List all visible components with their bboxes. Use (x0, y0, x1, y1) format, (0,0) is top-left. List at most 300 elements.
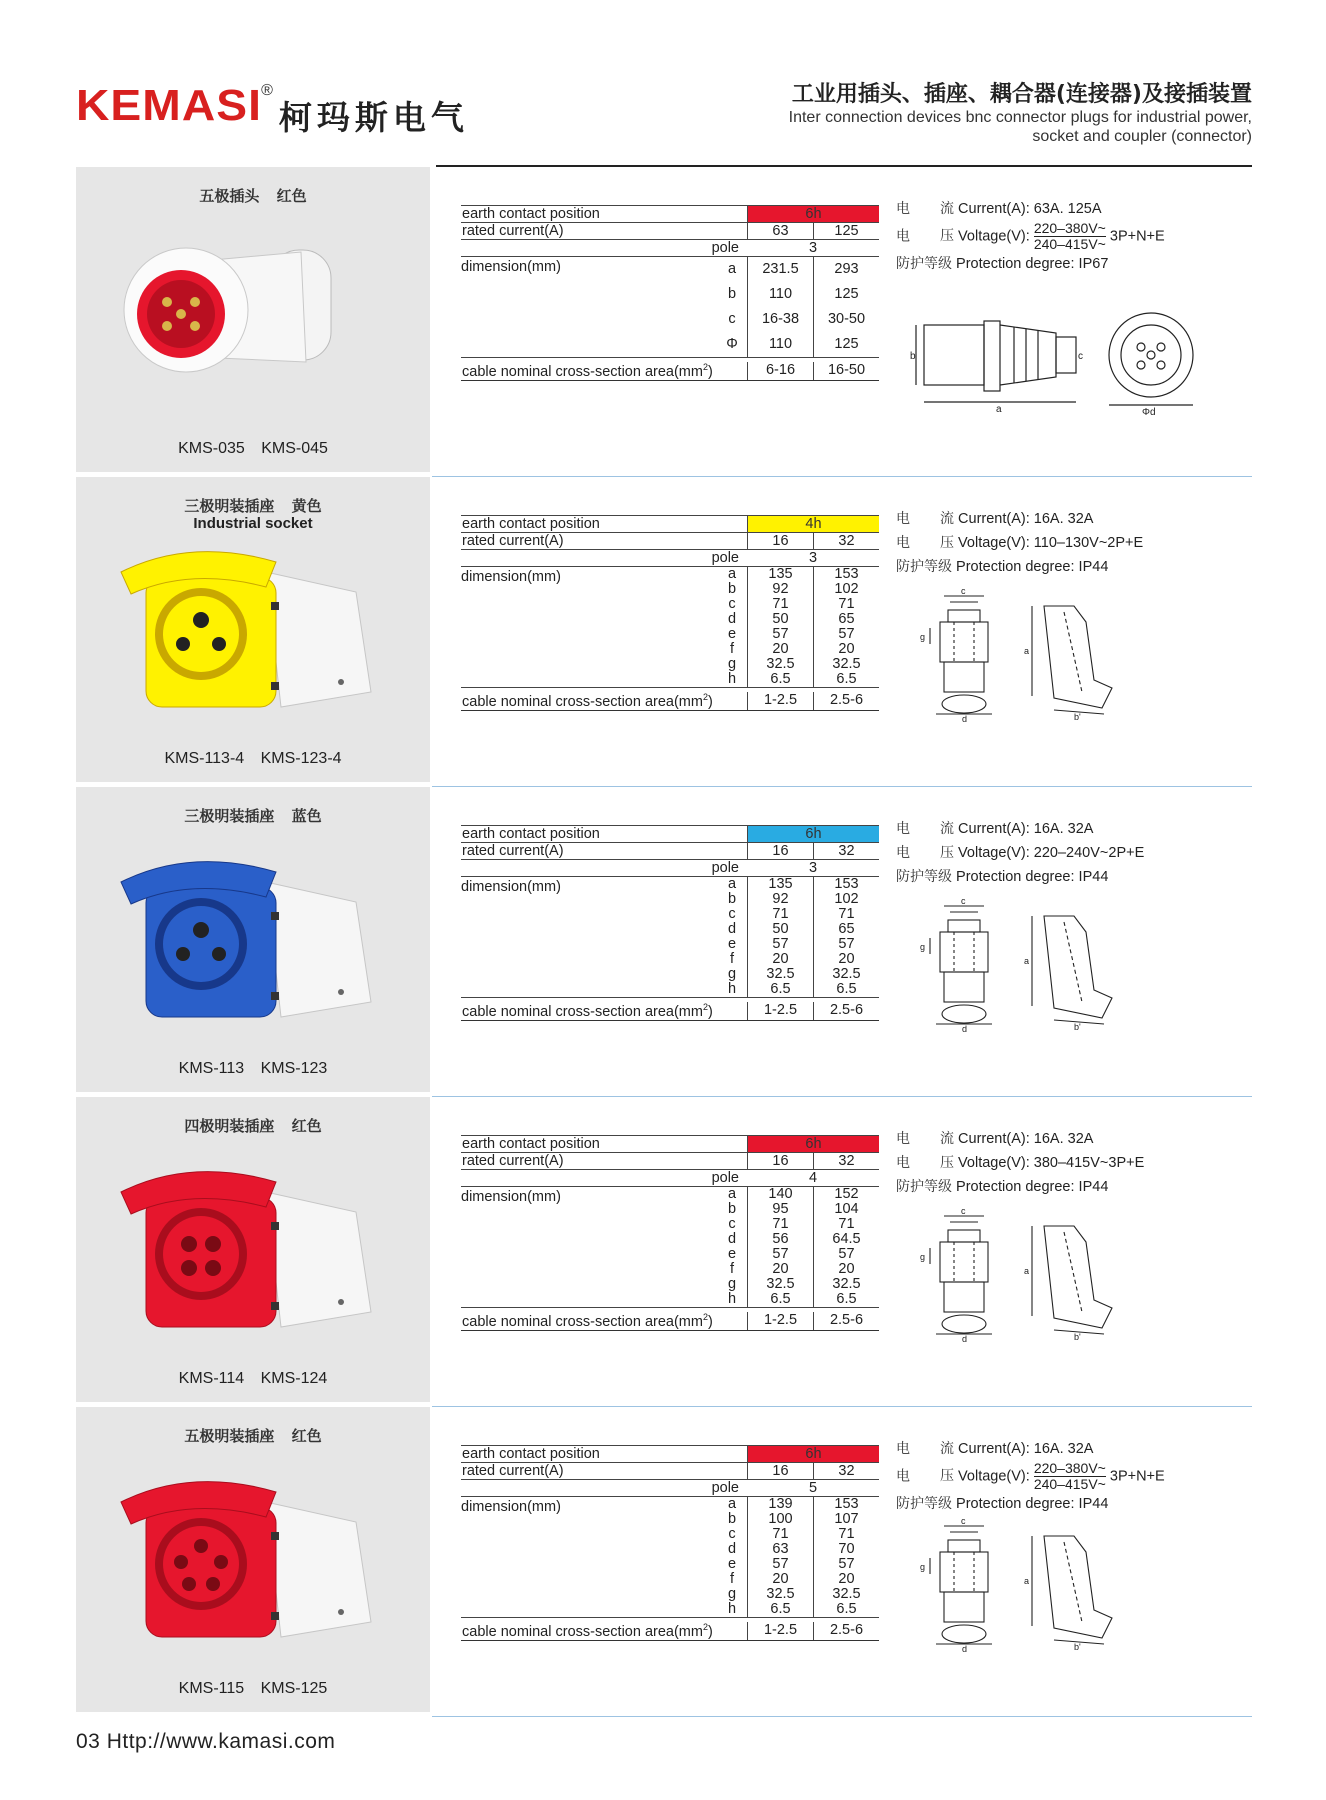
rated-current: 32 (813, 1153, 879, 1169)
dimension-key: d (727, 611, 737, 627)
cable-row (461, 1618, 879, 1641)
dimension-label: dimension(mm) (461, 259, 561, 275)
protection-line: 防护等级 Protection degree: IP44 (896, 1179, 1109, 1195)
cable-label: cable nominal cross-section $area(mm^2)$ (462, 692, 713, 710)
dimension-value: 140 (768, 1186, 793, 1202)
dimension-value: 153 (834, 566, 859, 582)
pole-label: pole (711, 1480, 739, 1496)
voltage-label: Voltage(V): (958, 228, 1030, 245)
model-numbers: KMS-115 KMS-125 (178, 1680, 328, 1697)
current-text: Current(A): 16A. 32A (958, 821, 1094, 837)
cable-label: cable nominal cross-section $area(mm^2)$ (462, 1622, 713, 1640)
product-panel (76, 1407, 430, 1712)
catalog-title-chinese: 工业用插头、插座、耦合器(连接器)及接插装置 (791, 82, 1252, 107)
rated-label: rated current(A) (462, 533, 564, 549)
product-section (76, 1097, 1252, 1407)
dimension-value: 110 (768, 336, 793, 352)
rated-row (461, 533, 879, 550)
current-text: Current(A): 16A. 32A (958, 511, 1094, 527)
dimension-key: d (727, 921, 737, 937)
model-numbers: KMS-035 KMS-045 (178, 440, 328, 457)
dimension-value: 125 (834, 336, 859, 352)
rated-row (461, 843, 879, 860)
protection-degree: Protection degree: IP44 (956, 559, 1109, 575)
dimension-value: 102 (834, 891, 859, 907)
dimension-value: 20 (838, 1261, 855, 1277)
voltage-config: 3P+N+E (1109, 228, 1165, 245)
technical-drawing-plug (906, 307, 1206, 417)
cable-area: 16-50 (813, 362, 879, 380)
voltage-bottom: 240–415V~ (1033, 236, 1106, 252)
pole-row (461, 550, 879, 567)
cable-row (461, 358, 879, 381)
voltage-range (1034, 1461, 1106, 1492)
voltage-label: Voltage(V): (958, 1468, 1030, 1485)
earth-label: earth contact position (462, 516, 600, 532)
svg-text:c: c (961, 896, 966, 906)
pole-label: pole (711, 240, 739, 256)
catalog-heading (789, 82, 1252, 146)
dimension-value: 56 (772, 1231, 789, 1247)
dimension-key: d (727, 1541, 737, 1557)
current-line: 电 流 Current(A): 16A. 32A (896, 1441, 1094, 1457)
dimension-keys (717, 877, 747, 997)
dimension-values-2 (813, 1497, 879, 1617)
dimension-value: 57 (772, 1246, 789, 1262)
dimension-value: 100 (768, 1511, 793, 1527)
pole-label: pole (711, 860, 739, 876)
dimension-value: 32.5 (832, 656, 861, 672)
dimension-value: 20 (838, 1571, 855, 1587)
svg-text:a: a (1024, 956, 1030, 966)
dimension-value: 71 (772, 906, 789, 922)
svg-text:c: c (961, 1206, 966, 1216)
brand-name: KEMASI (76, 81, 262, 130)
dimension-value: 32.5 (832, 966, 861, 982)
dimension-key: b (727, 1201, 737, 1217)
model-numbers: KMS-114 KMS-124 (178, 1370, 328, 1387)
product-photo-socket (101, 532, 401, 732)
dimension-value: 104 (834, 1201, 859, 1217)
product-title: 三极明装插座 蓝色 (184, 807, 322, 825)
dimension-value: 95 (772, 1201, 789, 1217)
svg-text:b: b (910, 351, 916, 362)
product-title: 五极插头 红色 (199, 187, 307, 205)
earth-row (461, 1135, 879, 1153)
cable-area: 2.5-6 (813, 1002, 879, 1020)
protection-line: 防护等级 Protection degree: IP67 (896, 256, 1109, 272)
dimension-key: h (727, 671, 737, 687)
dimension-key: g (727, 656, 737, 672)
dimension-key: a (727, 1186, 737, 1202)
electrical-info (896, 507, 1236, 579)
voltage-line: 电 压 Voltage(V): 110–130V~2P+E (896, 535, 1144, 551)
dimension-value: 20 (772, 1571, 789, 1587)
pole-label: pole (711, 550, 739, 566)
dimension-value: 50 (772, 921, 789, 937)
product-photo-socket (101, 842, 401, 1042)
voltage-line: 电 压 Voltage(V): 220–240V~2P+E (896, 845, 1145, 861)
svg-text:d: d (962, 714, 968, 724)
dimension-key: b (727, 891, 737, 907)
voltage-text: Voltage(V): 220–240V~2P+E (958, 845, 1145, 861)
rated-row (461, 1463, 879, 1480)
dimension-key: c (728, 1216, 736, 1232)
dimension-value: 110 (768, 286, 793, 302)
rated-current: 32 (813, 533, 879, 549)
dimension-value: 92 (772, 581, 789, 597)
rated-current: 63 (747, 223, 813, 239)
current-line: 电 流 Current(A): 63A. 125A (896, 201, 1102, 217)
current-line: 电 流 Current(A): 16A. 32A (896, 821, 1094, 837)
dimension-key: h (727, 1601, 737, 1617)
product-panel (76, 477, 430, 782)
product-photo-plug (101, 222, 401, 422)
dimension-key: Φ (726, 336, 738, 352)
cable-area: 1-2.5 (747, 1622, 813, 1640)
drawing (914, 896, 1124, 1037)
current-text: Current(A): 16A. 32A (958, 1131, 1094, 1147)
earth-position: 6h (747, 1446, 879, 1462)
dimension-values-1 (747, 877, 813, 997)
product-photo-socket (101, 1152, 401, 1352)
dimension-value: 63 (772, 1541, 789, 1557)
rated-current: 32 (813, 843, 879, 859)
rated-row (461, 1153, 879, 1170)
dimension-key: b (727, 286, 737, 302)
svg-text:g: g (920, 942, 926, 952)
voltage-top: 220–380V~ (1033, 220, 1106, 236)
dimension-value: 32.5 (766, 656, 795, 672)
electrical-info (896, 817, 1236, 889)
spec-table (461, 1445, 879, 1641)
product-section (76, 1407, 1252, 1717)
spec-table (461, 825, 879, 1021)
drawing (906, 307, 1206, 422)
dimension-values-1 (747, 1187, 813, 1307)
section-divider (432, 1716, 1252, 1717)
dimension-value: 139 (768, 1496, 793, 1512)
pole-count: 3 (808, 860, 818, 876)
svg-text:a: a (996, 404, 1002, 415)
earth-label: earth contact position (462, 206, 600, 222)
dimension-value: 32.5 (766, 1276, 795, 1292)
product-panel (76, 787, 430, 1092)
product-section (76, 167, 1252, 477)
dimension-keys (717, 257, 747, 357)
dimension-value: 6.5 (770, 671, 791, 687)
rated-current: 16 (747, 843, 813, 859)
cable-area: 2.5-6 (813, 1622, 879, 1640)
svg-text:b': b' (1074, 712, 1081, 722)
dimension-label: dimension(mm) (461, 1189, 561, 1205)
rated-label: rated current(A) (462, 843, 564, 859)
earth-position: 6h (747, 1136, 879, 1152)
rated-row (461, 223, 879, 240)
earth-position: 6h (747, 826, 879, 842)
voltage-line: 电 压 Voltage(V): $\frac{220-380V\sim}{240-415V\sim}$ 3P+N+E (896, 1460, 1165, 1492)
voltage-bottom: 240–415V~ (1033, 1476, 1106, 1492)
rated-label: rated current(A) (462, 1463, 564, 1479)
earth-row (461, 205, 879, 223)
dimension-key: g (727, 1276, 737, 1292)
cable-area: 1-2.5 (747, 1002, 813, 1020)
voltage-range (1034, 221, 1106, 252)
product-section (76, 477, 1252, 787)
product-title: 三极明装插座 黄色 (184, 497, 322, 515)
dimension-value: 50 (772, 611, 789, 627)
earth-row (461, 1445, 879, 1463)
earth-label: earth contact position (462, 826, 600, 842)
dimension-value: 71 (838, 596, 855, 612)
svg-text:c: c (961, 586, 966, 596)
dimension-values-2 (813, 567, 879, 687)
voltage-line: 电 压 Voltage(V): 380–415V~3P+E (896, 1155, 1145, 1171)
protection-degree: Protection degree: IP44 (956, 1179, 1109, 1195)
protection-degree: Protection degree: IP44 (956, 1496, 1109, 1512)
dimension-keys (717, 567, 747, 687)
rated-current: 16 (747, 1463, 813, 1479)
protection-line: 防护等级 Protection degree: IP44 (896, 1496, 1109, 1512)
drawing (914, 586, 1124, 727)
earth-position: 6h (747, 206, 879, 222)
dimension-value: 57 (772, 1556, 789, 1572)
voltage-text: Voltage(V): 380–415V~3P+E (958, 1155, 1145, 1171)
dimension-value: 293 (834, 261, 859, 277)
dimension-value: 6.5 (770, 981, 791, 997)
dimension-value: 6.5 (836, 671, 857, 687)
voltage-config: 3P+N+E (1109, 1468, 1165, 1485)
technical-drawing-socket (914, 1206, 1124, 1344)
cable-row (461, 688, 879, 711)
dimension-value: 71 (772, 1526, 789, 1542)
model-numbers: KMS-113-4 KMS-123-4 (164, 750, 342, 767)
dimension-value: 20 (772, 641, 789, 657)
dimension-values-2 (813, 877, 879, 997)
dimension-key: c (728, 596, 736, 612)
protection-degree: Protection degree: IP67 (956, 256, 1109, 272)
dimension-value: 71 (772, 596, 789, 612)
dimension-key: e (727, 936, 737, 952)
dimension-value: 57 (838, 626, 855, 642)
dimension-key: e (727, 1246, 737, 1262)
rated-current: 125 (813, 223, 879, 239)
dimension-block (461, 1187, 879, 1308)
dimension-key: e (727, 1556, 737, 1572)
svg-text:c: c (961, 1516, 966, 1526)
dimension-value: 92 (772, 891, 789, 907)
spec-table (461, 515, 879, 711)
pole-row (461, 860, 879, 877)
dimension-value: 32.5 (766, 1586, 795, 1602)
dimension-block (461, 257, 879, 358)
dimension-value: 71 (838, 1526, 855, 1542)
dimension-key: c (728, 311, 736, 327)
dimension-key: f (729, 951, 735, 967)
cable-area: 1-2.5 (747, 692, 813, 710)
pole-count: 3 (808, 240, 818, 256)
dimension-label: dimension(mm) (461, 1499, 561, 1515)
dimension-key: a (727, 261, 737, 277)
svg-text:g: g (920, 632, 926, 642)
svg-text:a: a (1024, 646, 1030, 656)
svg-text:d: d (962, 1334, 968, 1344)
pole-row (461, 240, 879, 257)
dimension-label: dimension(mm) (461, 569, 561, 585)
svg-text:b': b' (1074, 1022, 1081, 1032)
earth-row (461, 515, 879, 533)
current-text: Current(A): 63A. 125A (958, 201, 1102, 217)
dimension-value: 20 (838, 951, 855, 967)
svg-text:Φd: Φd (1142, 407, 1156, 418)
electrical-info (896, 197, 1236, 276)
dimension-value: 6.5 (770, 1601, 791, 1617)
earth-label: earth contact position (462, 1136, 600, 1152)
dimension-key: g (727, 966, 737, 982)
dimension-value: 57 (838, 1556, 855, 1572)
dimension-key: d (727, 1231, 737, 1247)
dimension-values-1 (747, 567, 813, 687)
dimension-value: 20 (838, 641, 855, 657)
dimension-key: a (727, 876, 737, 892)
svg-text:g: g (920, 1562, 926, 1572)
dimension-value: 71 (838, 906, 855, 922)
dimension-value: 135 (768, 876, 793, 892)
catalog-title-english-line-1: Inter connection devices bnc connector plugs for industrial power, (788, 109, 1252, 126)
dimension-value: 152 (834, 1186, 859, 1202)
dimension-block (461, 567, 879, 688)
svg-text:a: a (1024, 1266, 1030, 1276)
dimension-value: 20 (772, 951, 789, 967)
svg-text:d: d (962, 1024, 968, 1034)
voltage-line: 电 压 Voltage(V): $\frac{220-380V\sim}{240-415V\sim}$ 3P+N+E (896, 220, 1165, 252)
svg-text:d: d (962, 1644, 968, 1654)
product-photo-socket (101, 1462, 401, 1662)
dimension-keys (717, 1497, 747, 1617)
dimension-value: 65 (838, 921, 855, 937)
cable-area: 2.5-6 (813, 692, 879, 710)
product-section (76, 787, 1252, 1097)
cable-area: 2.5-6 (813, 1312, 879, 1330)
dimension-key: h (727, 981, 737, 997)
dimension-key: e (727, 626, 737, 642)
dimension-value: 32.5 (766, 966, 795, 982)
dimension-value: 153 (834, 1496, 859, 1512)
brand-name-chinese: 柯玛斯电气 (278, 98, 469, 137)
dimension-value: 6.5 (836, 1291, 857, 1307)
dimension-value: 30-50 (827, 311, 866, 327)
rated-current: 32 (813, 1463, 879, 1479)
cable-label: cable nominal cross-section $area(mm^2)$ (462, 1312, 713, 1330)
dimension-value: 57 (838, 1246, 855, 1262)
current-line: 电 流 Current(A): 16A. 32A (896, 1131, 1094, 1147)
svg-text:g: g (920, 1252, 926, 1262)
dimension-value: 231.5 (762, 261, 799, 277)
dimension-values-1 (747, 257, 813, 357)
dimension-value: 102 (834, 581, 859, 597)
dimension-value: 71 (838, 1216, 855, 1232)
page-footer: 03 Http://www.kamasi.com (76, 1730, 336, 1753)
dimension-value: 64.5 (832, 1231, 861, 1247)
drawing (914, 1516, 1124, 1657)
svg-text:a: a (1024, 1576, 1030, 1586)
dimension-key: g (727, 1586, 737, 1602)
dimension-key: f (729, 1261, 735, 1277)
brand-logo (76, 81, 469, 139)
dimension-values-2 (813, 1187, 879, 1307)
dimension-values-1 (747, 1497, 813, 1617)
dimension-key: f (729, 1571, 735, 1587)
technical-drawing-socket (914, 896, 1124, 1034)
voltage-text: Voltage(V): 110–130V~2P+E (958, 535, 1144, 551)
dimension-block (461, 877, 879, 998)
dimension-key: h (727, 1291, 737, 1307)
cable-row (461, 998, 879, 1021)
product-title: 五极明装插座 红色 (184, 1427, 322, 1445)
pole-count: 4 (808, 1170, 818, 1186)
earth-position: 4h (747, 516, 879, 532)
dimension-key: f (729, 641, 735, 657)
dimension-key: c (728, 906, 736, 922)
protection-line: 防护等级 Protection degree: IP44 (896, 869, 1109, 885)
dimension-value: 6.5 (836, 981, 857, 997)
model-numbers: KMS-113 KMS-123 (178, 1060, 328, 1077)
catalog-title-english-line-2: socket and coupler (connector) (1032, 128, 1252, 145)
drawing (914, 1206, 1124, 1347)
dimension-key: a (727, 566, 737, 582)
product-panel (76, 167, 430, 472)
dimension-value: 65 (838, 611, 855, 627)
dimension-label: dimension(mm) (461, 879, 561, 895)
dimension-value: 71 (772, 1216, 789, 1232)
spec-table (461, 205, 879, 381)
voltage-top: 220–380V~ (1033, 1460, 1106, 1476)
dimension-value: 57 (772, 626, 789, 642)
electrical-info (896, 1127, 1236, 1199)
earth-row (461, 825, 879, 843)
pole-label: pole (711, 1170, 739, 1186)
electrical-info (896, 1437, 1236, 1516)
rated-current: 16 (747, 533, 813, 549)
dimension-value: 20 (772, 1261, 789, 1277)
pole-count: 5 (808, 1480, 818, 1496)
dimension-value: 57 (772, 936, 789, 952)
cable-area: 6-16 (747, 362, 813, 380)
current-text: Current(A): 16A. 32A (958, 1441, 1094, 1457)
dimension-value: 6.5 (770, 1291, 791, 1307)
dimension-value: 70 (838, 1541, 855, 1557)
dimension-value: 6.5 (836, 1601, 857, 1617)
dimension-values-2 (813, 257, 879, 357)
dimension-value: 32.5 (832, 1586, 861, 1602)
dimension-key: c (728, 1526, 736, 1542)
dimension-value: 57 (838, 936, 855, 952)
cable-label: cable nominal cross-section $area(mm^2)$ (462, 1002, 713, 1020)
current-line: 电 流 Current(A): 16A. 32A (896, 511, 1094, 527)
dimension-key: b (727, 1511, 737, 1527)
dimension-key: b (727, 581, 737, 597)
pole-count: 3 (808, 550, 818, 566)
dimension-block (461, 1497, 879, 1618)
registered-mark: ® (261, 82, 273, 99)
svg-text:b': b' (1074, 1332, 1081, 1342)
spec-table (461, 1135, 879, 1331)
protection-line: 防护等级 Protection degree: IP44 (896, 559, 1109, 575)
product-title: 四极明装插座 红色 (184, 1117, 322, 1135)
protection-degree: Protection degree: IP44 (956, 869, 1109, 885)
dimension-value: 107 (834, 1511, 859, 1527)
dimension-key: a (727, 1496, 737, 1512)
